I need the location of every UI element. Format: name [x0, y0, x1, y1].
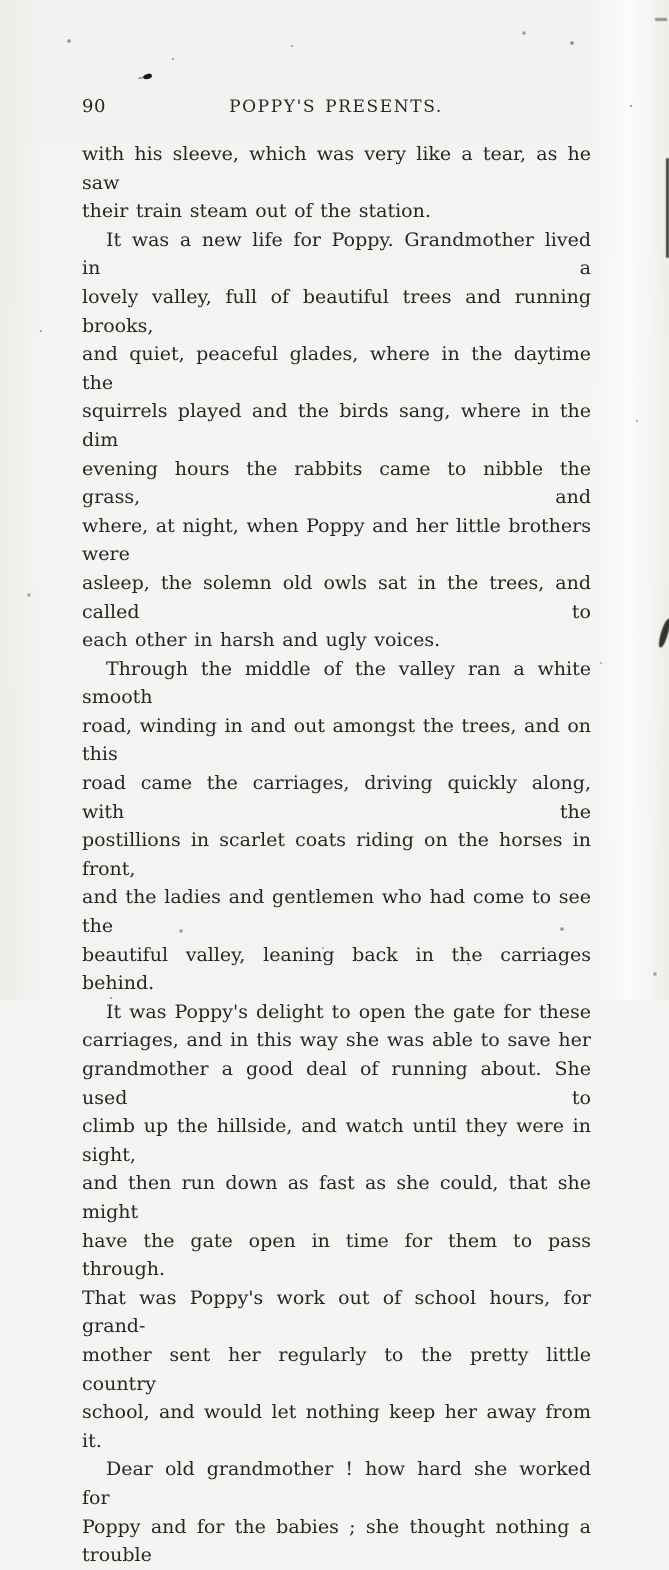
- text-line: with his sleeve, which was very like a tear, as he saw: [82, 143, 591, 194]
- ink-blot-mark: [143, 73, 153, 80]
- text-line: It was a new life for Poppy. Grandmother lived in a: [82, 228, 591, 280]
- text-line: climb up the hillside, and watch until they were in sight,: [82, 1115, 591, 1166]
- text-line: grandmother a good deal of running about. She used to: [82, 1058, 591, 1109]
- text-line: asleep, the solemn old owls sat in the trees, and called to: [82, 571, 591, 623]
- running-title: POPPY'S PRESENTS.: [229, 97, 443, 117]
- text-line: Through the middle of the valley ran a white smooth: [82, 657, 591, 709]
- text-line: squirrels played and the birds sang, where in the dim: [82, 400, 591, 451]
- text-line: each other in harsh and ugly voices.: [82, 629, 441, 652]
- text-line: evening hours the rabbits came to nibble the grass, and: [82, 457, 591, 509]
- text-line: road, winding in and out amongst the trees, and on this: [82, 714, 591, 766]
- text-line: where, at night, when Poppy and her little brothers were: [82, 514, 591, 566]
- running-head: [82, 96, 590, 122]
- scan-edge-artifact-blob: [657, 618, 669, 649]
- text-line: and then run down as fast as she could, that she might: [82, 1172, 591, 1223]
- page-number: 90: [82, 96, 106, 117]
- text-line: beautiful valley, leaning back in the carriages behind.: [82, 943, 591, 995]
- scan-edge-artifact-top: [655, 18, 667, 21]
- paper-specks: [0, 0, 2, 2]
- text-line: Dear old grandmother ! how hard she worked for: [82, 1458, 591, 1509]
- text-line: their train steam out of the station.: [82, 200, 431, 223]
- text-line: have the gate open in time for them to pass through.: [82, 1229, 591, 1281]
- text-line: Poppy and for the babies ; she thought nothing a trouble: [82, 1515, 591, 1567]
- text-line: and quiet, peaceful glades, where in the daytime the: [82, 343, 591, 394]
- text-line: school, and would let nothing keep her away from it.: [82, 1401, 591, 1452]
- text-line: postillions in scarlet coats riding on the horses in front,: [82, 829, 591, 880]
- text-line: lovely valley, full of beautiful trees and running brooks,: [82, 285, 591, 337]
- text-line: That was Poppy's work out of school hours, for grand-: [82, 1286, 591, 1338]
- text-line: It was Poppy's delight to open the gate for these: [106, 1000, 591, 1023]
- text-line: carriages, and in this way she was able to save her: [82, 1029, 591, 1052]
- text-line: and the ladies and gentlemen who had come to see the: [82, 886, 591, 938]
- text-line: mother sent her regularly to the pretty little country: [82, 1343, 591, 1395]
- text-line: road came the carriages, driving quickly along, with the: [82, 772, 591, 823]
- body-text: [82, 140, 591, 1570]
